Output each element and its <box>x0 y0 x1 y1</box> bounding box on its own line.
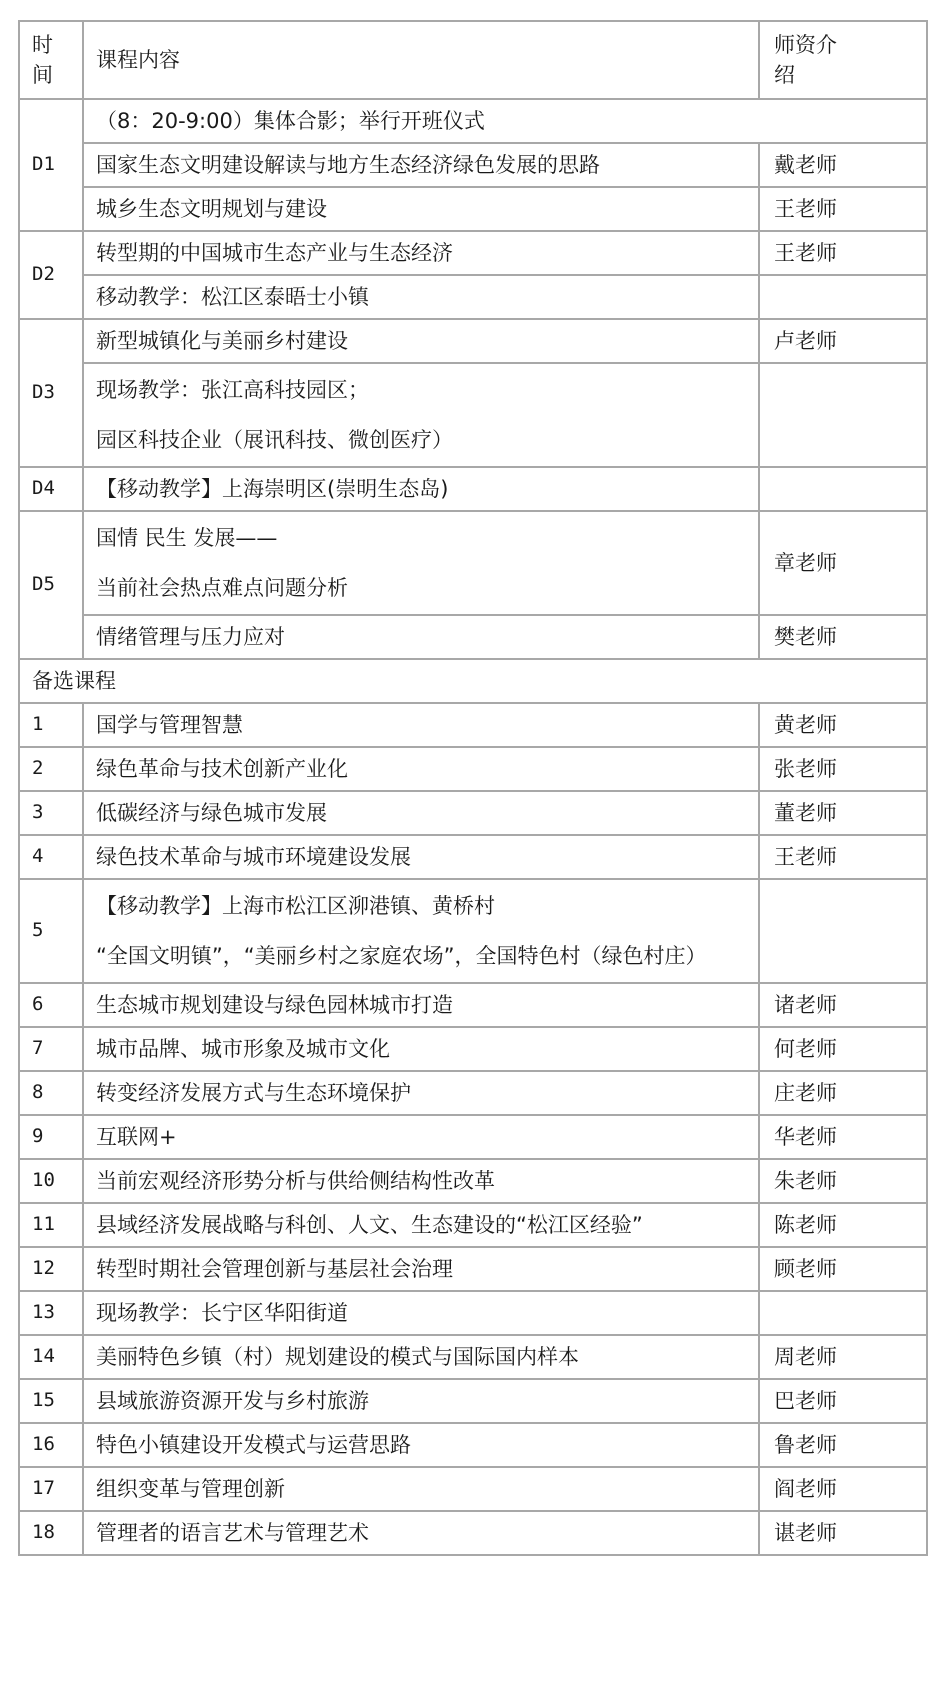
teacher-name <box>759 879 927 983</box>
table-row <box>19 143 927 187</box>
elective-number: 9 <box>19 1115 83 1159</box>
day-label: D5 <box>19 511 83 659</box>
elective-number: 10 <box>19 1159 83 1203</box>
table-row <box>19 1115 927 1159</box>
course-content: 互联网+ <box>83 1115 759 1159</box>
table-row <box>19 319 927 363</box>
course-content-line2: 园区科技企业（展讯科技、微创医疗） <box>96 428 453 452</box>
header-time-line1: 时 <box>32 33 53 57</box>
teacher-name: 阎老师 <box>759 1467 927 1511</box>
table-row <box>19 1203 927 1247</box>
elective-number: 11 <box>19 1203 83 1247</box>
teacher-name: 章老师 <box>759 511 927 615</box>
header-teacher-line2: 绍 <box>774 63 795 87</box>
header-row <box>19 21 927 99</box>
course-content: 组织变革与管理创新 <box>83 1467 759 1511</box>
table-row <box>19 275 927 319</box>
day-label: D3 <box>19 319 83 467</box>
elective-number: 18 <box>19 1511 83 1555</box>
day-label: D1 <box>19 99 83 231</box>
elective-section-row <box>19 659 927 703</box>
course-content: 国学与管理智慧 <box>83 703 759 747</box>
header-teacher-cell <box>759 21 927 99</box>
header-teacher-line1: 师资介 <box>774 33 837 57</box>
course-content: 国家生态文明建设解读与地方生态经济绿色发展的思路 <box>83 143 759 187</box>
course-content: （8：20-9:00）集体合影；举行开班仪式 <box>83 99 927 143</box>
elective-section-title: 备选课程 <box>19 659 927 703</box>
course-content: 转变经济发展方式与生态环境保护 <box>83 1071 759 1115</box>
table-row <box>19 615 927 659</box>
teacher-name: 诸老师 <box>759 983 927 1027</box>
day-label: D4 <box>19 467 83 511</box>
table-row <box>19 879 927 983</box>
elective-number: 3 <box>19 791 83 835</box>
course-content: 县域经济发展战略与科创、人文、生态建设的“松江区经验” <box>83 1203 759 1247</box>
table-row <box>19 791 927 835</box>
elective-number: 6 <box>19 983 83 1027</box>
teacher-name: 王老师 <box>759 835 927 879</box>
teacher-name: 鲁老师 <box>759 1423 927 1467</box>
course-content: 【移动教学】上海崇明区(崇明生态岛) <box>83 467 759 511</box>
course-content: 当前宏观经济形势分析与供给侧结构性改革 <box>83 1159 759 1203</box>
table-row <box>19 363 927 467</box>
teacher-name: 谌老师 <box>759 1511 927 1555</box>
teacher-name: 朱老师 <box>759 1159 927 1203</box>
course-content: 城乡生态文明规划与建设 <box>83 187 759 231</box>
elective-number: 12 <box>19 1247 83 1291</box>
table-row <box>19 1379 927 1423</box>
course-content <box>83 363 759 467</box>
table-row <box>19 511 927 615</box>
teacher-name: 董老师 <box>759 791 927 835</box>
teacher-name: 张老师 <box>759 747 927 791</box>
table-row <box>19 467 927 511</box>
course-content-line2: 当前社会热点难点问题分析 <box>96 576 348 600</box>
teacher-name <box>759 467 927 511</box>
table-row <box>19 1159 927 1203</box>
table-row <box>19 1511 927 1555</box>
course-content: 城市品牌、城市形象及城市文化 <box>83 1027 759 1071</box>
course-content <box>83 879 759 983</box>
teacher-name <box>759 275 927 319</box>
teacher-name: 王老师 <box>759 187 927 231</box>
course-content: 特色小镇建设开发模式与运营思路 <box>83 1423 759 1467</box>
course-schedule-table <box>18 20 928 1556</box>
teacher-name <box>759 363 927 467</box>
course-content: 生态城市规划建设与绿色园林城市打造 <box>83 983 759 1027</box>
teacher-name: 卢老师 <box>759 319 927 363</box>
day-label: D2 <box>19 231 83 319</box>
header-content-cell: 课程内容 <box>83 21 759 99</box>
table-row <box>19 99 927 143</box>
course-content: 转型时期社会管理创新与基层社会治理 <box>83 1247 759 1291</box>
course-content: 移动教学：松江区泰晤士小镇 <box>83 275 759 319</box>
course-content <box>83 511 759 615</box>
table-row <box>19 1335 927 1379</box>
elective-number: 2 <box>19 747 83 791</box>
teacher-name: 巴老师 <box>759 1379 927 1423</box>
table-row <box>19 1071 927 1115</box>
elective-number: 5 <box>19 879 83 983</box>
course-content-line1: 【移动教学】上海市松江区泖港镇、黄桥村 <box>96 893 495 918</box>
table-row <box>19 1423 927 1467</box>
teacher-name <box>759 1291 927 1335</box>
elective-number: 14 <box>19 1335 83 1379</box>
course-content: 绿色技术革命与城市环境建设发展 <box>83 835 759 879</box>
elective-number: 15 <box>19 1379 83 1423</box>
teacher-name: 樊老师 <box>759 615 927 659</box>
table-row <box>19 187 927 231</box>
elective-number: 8 <box>19 1071 83 1115</box>
table-row <box>19 1467 927 1511</box>
elective-number: 13 <box>19 1291 83 1335</box>
teacher-name: 王老师 <box>759 231 927 275</box>
course-content: 情绪管理与压力应对 <box>83 615 759 659</box>
teacher-name: 黄老师 <box>759 703 927 747</box>
course-content: 管理者的语言艺术与管理艺术 <box>83 1511 759 1555</box>
course-content-line1: 现场教学：张江高科技园区； <box>96 377 369 402</box>
course-content: 转型期的中国城市生态产业与生态经济 <box>83 231 759 275</box>
course-content: 县域旅游资源开发与乡村旅游 <box>83 1379 759 1423</box>
table-row <box>19 983 927 1027</box>
header-time-cell <box>19 21 83 99</box>
table-row <box>19 1291 927 1335</box>
course-content-line1: 国情 民生 发展—— <box>96 525 278 550</box>
course-content: 美丽特色乡镇（村）规划建设的模式与国际国内样本 <box>83 1335 759 1379</box>
teacher-name: 庄老师 <box>759 1071 927 1115</box>
course-content: 现场教学：长宁区华阳街道 <box>83 1291 759 1335</box>
table-row <box>19 1247 927 1291</box>
elective-number: 16 <box>19 1423 83 1467</box>
teacher-name: 顾老师 <box>759 1247 927 1291</box>
course-content: 低碳经济与绿色城市发展 <box>83 791 759 835</box>
teacher-name: 戴老师 <box>759 143 927 187</box>
teacher-name: 何老师 <box>759 1027 927 1071</box>
elective-number: 7 <box>19 1027 83 1071</box>
course-content-line2: “全国文明镇”，“美丽乡村之家庭农场”，全国特色村（绿色村庄） <box>96 944 707 968</box>
table-row <box>19 231 927 275</box>
table-row <box>19 747 927 791</box>
teacher-name: 陈老师 <box>759 1203 927 1247</box>
table-row <box>19 835 927 879</box>
header-time-line2: 间 <box>32 63 53 87</box>
course-content: 绿色革命与技术创新产业化 <box>83 747 759 791</box>
course-content: 新型城镇化与美丽乡村建设 <box>83 319 759 363</box>
elective-number: 4 <box>19 835 83 879</box>
elective-number: 17 <box>19 1467 83 1511</box>
table-row <box>19 703 927 747</box>
teacher-name: 华老师 <box>759 1115 927 1159</box>
elective-number: 1 <box>19 703 83 747</box>
table-row <box>19 1027 927 1071</box>
teacher-name: 周老师 <box>759 1335 927 1379</box>
